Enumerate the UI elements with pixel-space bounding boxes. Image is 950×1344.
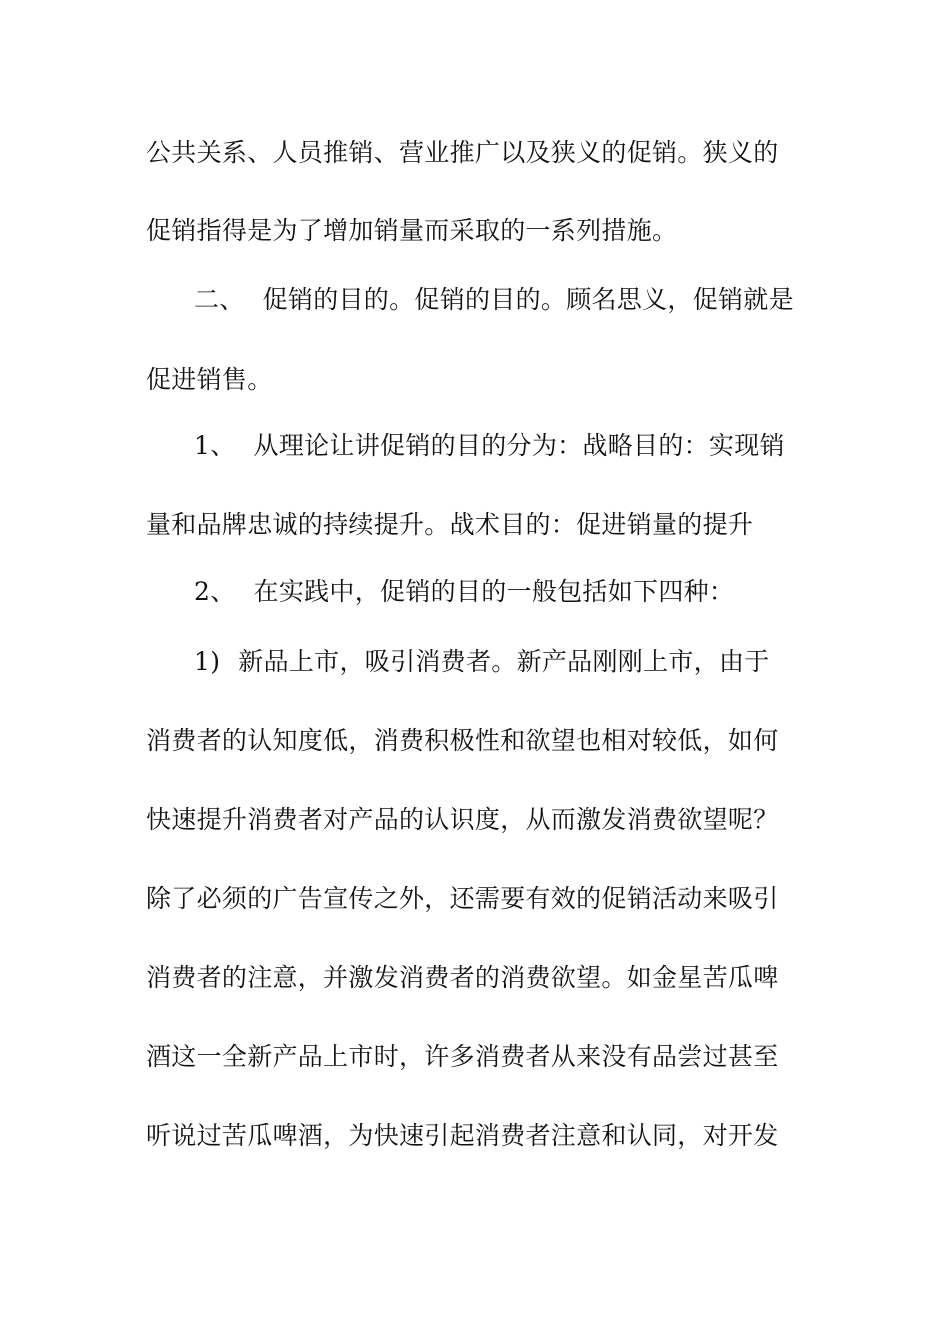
list-marker: 2、 <box>194 577 236 606</box>
section-marker: 二、 <box>194 285 245 314</box>
section-heading-line <box>194 284 794 316</box>
text-line <box>146 509 753 541</box>
paragraph-text: 公共关系、人员推销、营业推广以及狭义的促销。狭义的 <box>146 138 779 167</box>
list-item-line <box>194 430 785 462</box>
paragraph-text: 量和品牌忠诚的持续提升。战术目的：促进销量的提升 <box>146 510 754 539</box>
paragraph-text: 听说过苦瓜啤酒，为快速引起消费者注意和认同，对开发 <box>146 1121 779 1150</box>
text-line <box>146 725 779 757</box>
list-item-line <box>194 576 734 608</box>
paragraph-text: 促销的目的。促销的目的。顾名思义，促销就是 <box>262 285 794 314</box>
list-marker: 1、 <box>194 431 236 460</box>
paragraph-text: 除了必须的广告宣传之外，还需要有效的促销活动来吸引 <box>146 884 779 913</box>
paragraph-text: 从理论让讲促销的目的分为：战略目的：实现销 <box>253 431 785 460</box>
text-line <box>146 137 779 169</box>
paragraph-text: 快速提升消费者对产品的认识度，从而激发消费欲望呢？ <box>146 805 779 834</box>
paragraph-text: 酒这一全新产品上市时，许多消费者从来没有品尝过甚至 <box>146 1042 779 1071</box>
text-line <box>146 804 779 836</box>
text-line <box>146 1120 779 1152</box>
text-line <box>146 364 273 396</box>
paragraph-text: 新品上市，吸引消费者。新产品刚刚上市，由于 <box>238 647 770 676</box>
paragraph-text: 促进销售。 <box>146 365 273 394</box>
paragraph-text: 在实践中，促销的目的一般包括如下四种： <box>253 577 735 606</box>
list-marker: 1) <box>194 647 221 676</box>
text-line <box>146 215 677 247</box>
paragraph-text: 消费者的认知度低，消费积极性和欲望也相对较低，如何 <box>146 726 779 755</box>
paragraph-text: 消费者的注意，并激发消费者的消费欲望。如金星苦瓜啤 <box>146 963 779 992</box>
text-line <box>146 1041 779 1073</box>
text-line <box>146 962 779 994</box>
text-line <box>146 883 779 915</box>
sub-list-item-line <box>194 646 770 678</box>
paragraph-text: 促销指得是为了增加销量而采取的一系列措施。 <box>146 216 678 245</box>
